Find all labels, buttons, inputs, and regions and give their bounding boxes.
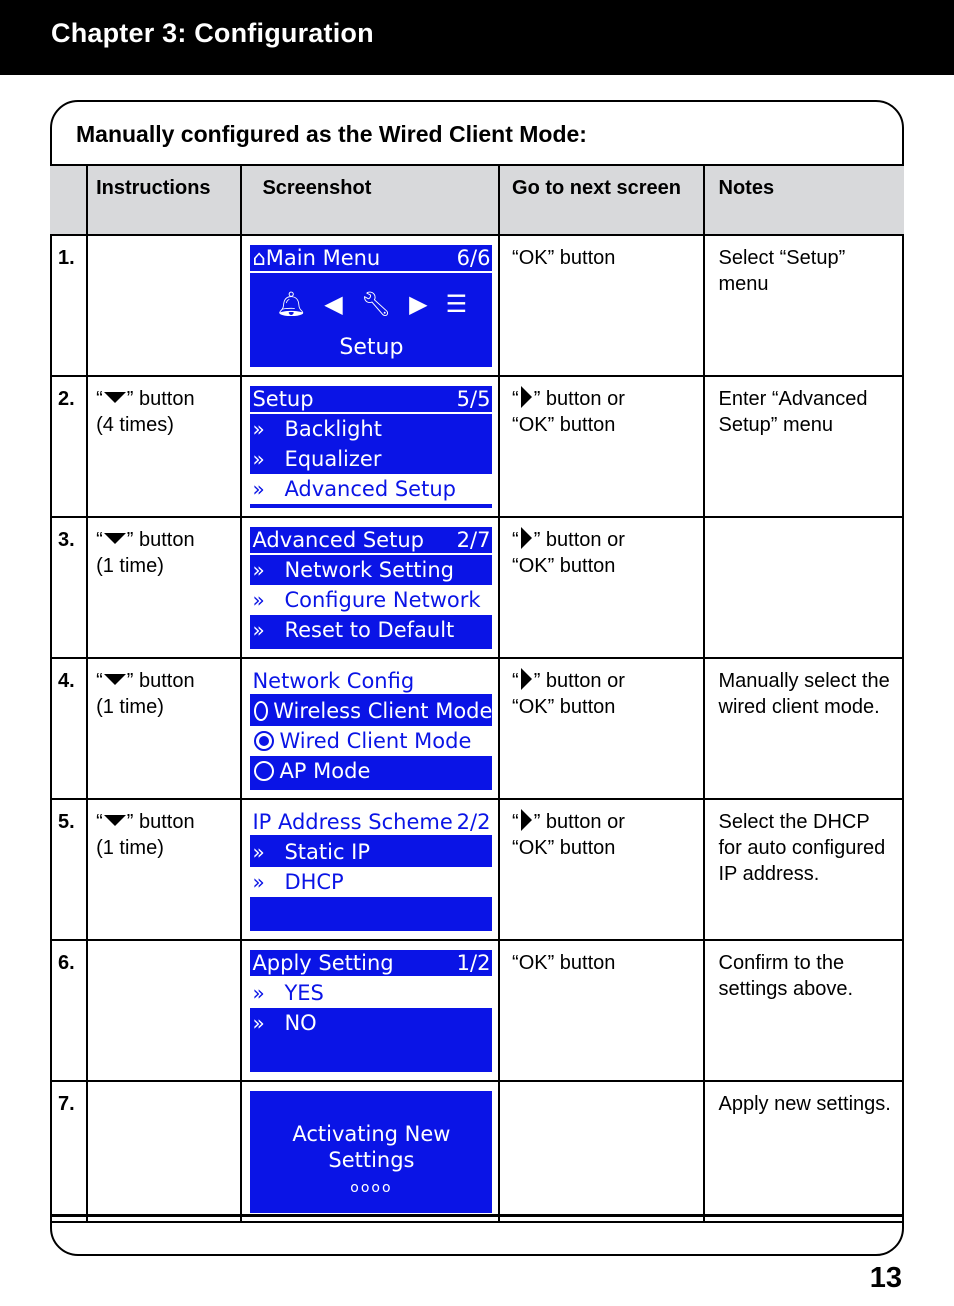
device-screen — [250, 668, 492, 790]
next-screen-cell: “ ” button or “OK” button — [499, 658, 703, 799]
screenshot-cell — [241, 235, 499, 376]
step-number: 6. — [50, 940, 87, 1081]
screenshot-cell — [241, 799, 499, 940]
table-row — [50, 517, 904, 658]
step-number: 1. — [50, 235, 87, 376]
table-header-row — [50, 165, 904, 235]
device-screen — [250, 950, 492, 1072]
chevron-right-icon: » — [252, 840, 259, 864]
next-screen-cell: “ ” button or “OK” button — [499, 517, 703, 658]
chevron-right-icon: » — [252, 477, 259, 501]
screen-title: Setup — [252, 387, 314, 411]
next-screen-cell: “ ” button or “OK” button — [499, 799, 703, 940]
menu-item-selected: » Advanced Setup — [250, 474, 492, 504]
menu-item: » Backlight — [252, 417, 382, 441]
screen-page: 2/2 — [456, 810, 491, 834]
instruction-cell: “ ” button (4 times) — [87, 376, 241, 517]
menu-item-selected: » Configure Network — [250, 585, 492, 615]
page-number: 13 — [869, 1262, 902, 1294]
section-title: Manually configured as the Wired Client Mode: — [76, 121, 587, 147]
right-arrow-icon — [521, 386, 532, 408]
steps-table — [50, 164, 904, 1223]
device-screen — [250, 1091, 492, 1213]
screen-page: 1/2 — [456, 951, 491, 975]
header-next-screen: Go to next screen — [499, 165, 703, 235]
table-bottom-rule — [50, 1214, 904, 1217]
header-instructions: Instructions — [87, 165, 241, 235]
notes-cell: Apply new settings. — [704, 1081, 905, 1222]
left-arrow-icon: ◀ — [324, 290, 343, 318]
screen-header — [250, 527, 492, 555]
instruction-cell — [87, 940, 241, 1081]
device-screen — [250, 245, 492, 367]
notes-cell: Manually select the wired client mode. — [704, 658, 905, 799]
radio-empty-icon — [254, 761, 274, 781]
step-number: 5. — [50, 799, 87, 940]
screen-title: IP Address Scheme — [252, 810, 453, 834]
table-row — [50, 658, 904, 799]
screenshot-cell — [241, 376, 499, 517]
next-screen-cell — [499, 1081, 703, 1222]
down-arrow-icon — [104, 392, 126, 403]
chevron-right-icon: » — [252, 870, 259, 894]
chevron-right-icon: » — [252, 558, 259, 582]
menu-label: Setup — [339, 335, 404, 360]
right-arrow-icon — [521, 527, 532, 549]
chevron-right-icon: » — [252, 447, 259, 471]
device-screen — [250, 386, 492, 508]
chevron-right-icon: » — [252, 588, 259, 612]
down-arrow-icon — [104, 815, 126, 826]
next-screen-cell: “OK” button — [499, 235, 703, 376]
step-number: 3. — [50, 517, 87, 658]
activating-message: Activating New Settings — [292, 1122, 451, 1172]
screen-title: Main Menu — [265, 246, 381, 270]
menu-item-selected: » YES — [250, 978, 492, 1008]
screenshot-cell — [241, 940, 499, 1081]
bell-icon: 🔔︎ — [275, 290, 307, 318]
screenshot-cell — [241, 517, 499, 658]
instruction-cell: “ ” button (1 time) — [87, 799, 241, 940]
device-screen — [250, 527, 492, 649]
menu-item: » Network Setting — [252, 558, 454, 582]
step-number: 2. — [50, 376, 87, 517]
screen-title: Apply Setting — [252, 951, 394, 975]
header-blank — [50, 165, 87, 235]
menu-item: » Static IP — [252, 840, 371, 864]
notes-cell: Confirm to the settings above. — [704, 940, 905, 1081]
next-screen-cell: “OK” button — [499, 940, 703, 1081]
table-row — [50, 940, 904, 1081]
screen-header — [250, 809, 492, 837]
instruction-cell: “ ” button (1 time) — [87, 517, 241, 658]
radio-empty-icon — [254, 701, 268, 721]
menu-item: » NO — [252, 1011, 317, 1035]
radio-checked-icon — [254, 731, 274, 751]
down-arrow-icon — [104, 533, 126, 544]
notes-cell: Enter “Advanced Setup” menu — [704, 376, 905, 517]
chapter-header-bar — [0, 0, 954, 75]
notes-cell — [704, 517, 905, 658]
right-arrow-icon — [521, 668, 532, 690]
menu-item-selected: » DHCP — [250, 867, 492, 897]
instruction-cell: “ ” button (1 time) — [87, 658, 241, 799]
screen-title: Advanced Setup — [252, 528, 424, 552]
chevron-right-icon: » — [252, 1011, 259, 1035]
next-screen-cell: “ ” button or “OK” button — [499, 376, 703, 517]
instruction-cell — [87, 235, 241, 376]
table-row — [50, 235, 904, 376]
screen-header — [250, 386, 492, 414]
chevron-right-icon: » — [252, 618, 259, 642]
screen-page: 2/7 — [456, 528, 491, 552]
step-number: 4. — [50, 658, 87, 799]
table-row — [50, 376, 904, 517]
chapter-title: Chapter 3: Configuration — [51, 18, 374, 48]
notes-cell: Select “Setup” menu — [704, 235, 905, 376]
screenshot-cell — [241, 1081, 499, 1222]
table-row — [50, 799, 904, 940]
chevron-right-icon: » — [252, 981, 259, 1005]
screen-header — [250, 668, 492, 696]
wrench-icon: 🔧︎ — [360, 290, 392, 318]
table-row — [50, 1081, 904, 1222]
screen-title: Network Config — [252, 669, 415, 693]
menu-item: » Reset to Default — [252, 618, 455, 642]
screen-page: 6/6 — [456, 246, 491, 270]
right-arrow-icon: ▶ — [409, 290, 428, 318]
screenshot-cell — [241, 658, 499, 799]
screen-page: 5/5 — [456, 387, 491, 411]
menu-item: » Equalizer — [252, 447, 382, 471]
chevron-right-icon: » — [252, 417, 259, 441]
header-notes: Notes — [704, 165, 905, 235]
home-icon: ⌂ — [252, 246, 266, 270]
radio-option: AP Mode — [250, 756, 492, 786]
screen-header — [250, 245, 492, 273]
radio-option-selected: Wired Client Mode — [250, 726, 492, 756]
header-screenshot: Screenshot — [241, 165, 499, 235]
menu-icons — [250, 273, 492, 335]
progress-dots: oooo — [350, 1180, 393, 1196]
right-arrow-icon — [521, 809, 532, 831]
screen-header — [250, 950, 492, 978]
radio-option: Wireless Client Mode — [250, 696, 492, 726]
device-screen — [250, 809, 492, 931]
instruction-cell — [87, 1081, 241, 1222]
list-icon: ☰ — [445, 290, 468, 318]
notes-cell: Select the DHCP for auto configured IP address. — [704, 799, 905, 940]
down-arrow-icon — [104, 674, 126, 685]
step-number: 7. — [50, 1081, 87, 1222]
